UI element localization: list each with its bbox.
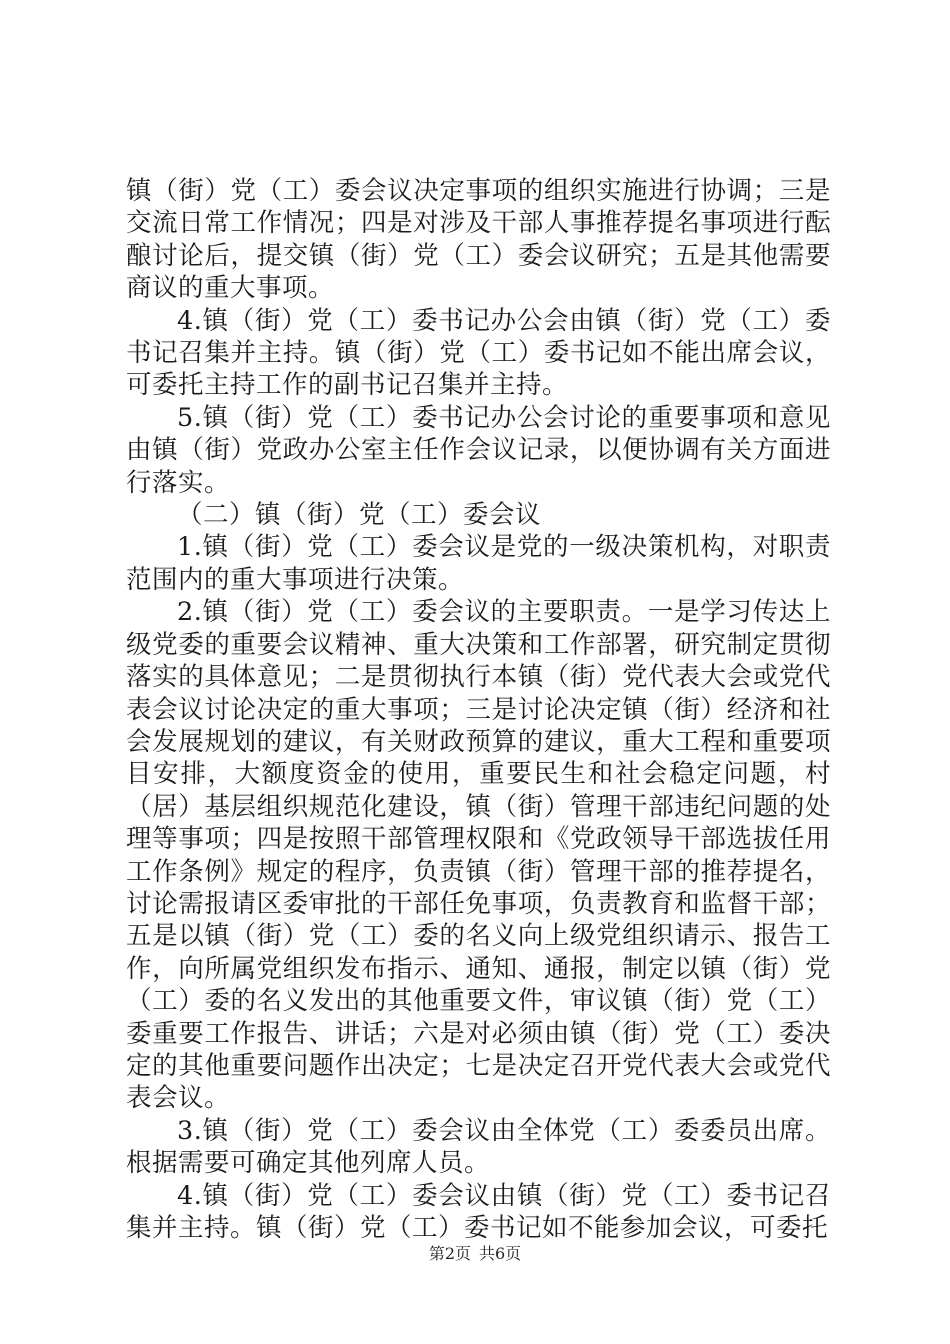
paragraph-item-4-convener: 4.镇（街）党（工）委会议由镇（街）党（工）委书记召集并主持。镇（街）党（工）委书记如不能参加会议，可委托 [126,1180,831,1243]
page-total: 共6页 [479,1244,522,1263]
paragraph-item-1-decision-body: 1.镇（街）党（工）委会议是党的一级决策机构，对职责范围内的重大事项进行决策。 [126,532,831,595]
paragraph-item-3-attendance: 3.镇（街）党（工）委会议由全体党（工）委委员出席。根据需要可确定其他列席人员。 [126,1115,831,1179]
section-heading: （二）镇（街）党（工）委会议 [177,500,542,531]
paragraph-item-2-main-duties: 2.镇（街）党（工）委会议的主要职责。一是学习传达上级党委的重要会议精神、重大决策和工作部署，研究制定贯彻落实的具体意见；二是贯彻执行本镇（街）党代表大会或党代表会议讨论决定的重大事项；三是讨论决定镇（街）经济和社会发展规划的建议，有关财政预算的建议，重大工程和重要项目安排，大额度资金的使用，重要民生和社会稳定问题，村（居）基层组织规范化建设，镇（街）管理干部违纪问题的处理等事项；四是按照干部管理权限和《党政领导干部选拔任用工作条例》规定的程序，负责镇（街）管理干部的推荐提名，讨论需报请区委审批的干部任免事项，负责教育和监督干部；五是以镇（街）党（工）委的名义向上级党组织请示、报告工作，向所属党组织发布指示、通知、通报，制定以镇（街）党（工）委的名义发出的其他重要文件，审议镇（街）党（工）委重要工作报告、讲话；六是对必须由镇（街）党（工）委决定的其他重要问题作出决定；七是决定召开党代表大会或党代表会议。 [126,597,831,1114]
paragraph-item-4-secretary-meeting: 4.镇（街）党（工）委书记办公会由镇（街）党（工）委书记召集并主持。镇（街）党（工）委书记如不能出席会议，可委托主持工作的副书记召集并主持。 [126,305,831,401]
paragraph-item-5-meeting-record: 5.镇（街）党（工）委书记办公会讨论的重要事项和意见由镇（街）党政办公室主任作会议记录，以便协调有关方面进行落实。 [126,402,831,498]
document-body [126,175,831,1244]
page-footer [0,1244,950,1264]
paragraph-continuation: 镇（街）党（工）委会议决定事项的组织实施进行协调；三是交流日常工作情况；四是对涉及干部人事推荐提名事项进行酝酿讨论后，提交镇（街）党（工）委会议研究；五是其他需要商议的重大事项。 [126,176,831,304]
page-number: 第2页 [428,1244,471,1263]
